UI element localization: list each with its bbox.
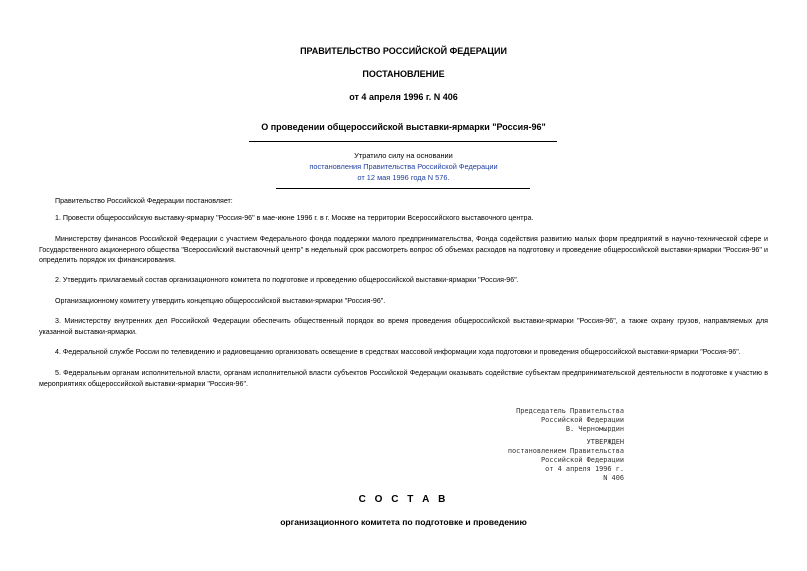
annex-subheading: организационного комитета по подготовке и проведению (280, 517, 527, 527)
paragraph-5: 5. Федеральным органам исполнительной власти, органам исполнительной власти субъектов Российской Федерации оказывать содействие субъектам предпринимательской деятельности в подготовке к участию в мероприятиях общероссийской выставки-ярмарки "Россия-96". (39, 369, 768, 388)
status-note-line1: Утратило силу на основании (354, 151, 453, 160)
signature-name: В. Черномырдин (565, 425, 624, 433)
approval-number: N 406 (603, 474, 624, 482)
document-type: ПОСТАНОВЛЕНИЕ (362, 69, 445, 79)
paragraph-2b: Организационному комитету утвердить концепцию общероссийской выставки-ярмарки "Россия-96". (55, 297, 386, 305)
signature-position: Председатель Правительства (516, 407, 624, 415)
paragraph-1b: Министерству финансов Российской Федерации с участием Федерального фонда поддержки малого предпринимательства, Фонда содействия развитию малых форм предприятий в научно-технической сфере и Государственного акционерного общества "Всероссийский выставочный центр" в недельный срок рассмотреть вопрос об объемах расходов на подготовку и проведение общероссийской выставки-ярмарки "Россия-96" и определить порядок их финансирования. (39, 235, 768, 264)
approval-country: Российской Федерации (541, 456, 624, 464)
paragraph-3: 3. Министерству внутренних дел Российской Федерации обеспечить общественный порядок во время проведения общероссийской выставки-ярмарки "Россия-96", а также охрану грузов, направляемых для указанной выставки-ярмарки. (39, 317, 768, 336)
paragraph-2: 2. Утвердить прилагаемый состав организационного комитета по подготовке и проведению общероссийской выставки-ярмарки "Россия-96". (55, 276, 519, 284)
approval-date: от 4 апреля 1996 г. (545, 465, 624, 473)
approval-block (508, 438, 624, 483)
intro-paragraph: Правительство Российской Федерации постановляет: (55, 197, 233, 205)
document-title: О проведении общероссийской выставки-ярмарки "Россия-96" (261, 122, 546, 132)
status-note-link[interactable]: постановления Правительства Российской Федерации (309, 162, 498, 171)
signature-block (516, 407, 624, 434)
signature-country: Российской Федерации (541, 416, 624, 424)
title-divider (249, 141, 557, 142)
approval-by: постановлением Правительства (507, 447, 624, 455)
document-date-number: от 4 апреля 1996 г. N 406 (349, 92, 458, 102)
annex-heading: С О С Т А В (358, 494, 449, 505)
approval-title: УТВЕРЖДЕН (586, 438, 624, 446)
paragraph-4: 4. Федеральной службе России по телевидению и радиовещанию организовать освещение в средствах массовой информации хода подготовки и проведения общероссийской выставки-ярмарки "Россия-96". (55, 348, 741, 356)
paragraph-1: 1. Провести общероссийскую выставку-ярмарку "Россия-96" в мае-июне 1996 г. в г. Москве на территории Всероссийского выставочного центра. (55, 214, 534, 222)
status-note-date[interactable]: от 12 мая 1996 года N 576. (357, 173, 450, 182)
government-heading: ПРАВИТЕЛЬСТВО РОССИЙСКОЙ ФЕДЕРАЦИИ (300, 46, 507, 56)
status-divider (276, 188, 530, 189)
